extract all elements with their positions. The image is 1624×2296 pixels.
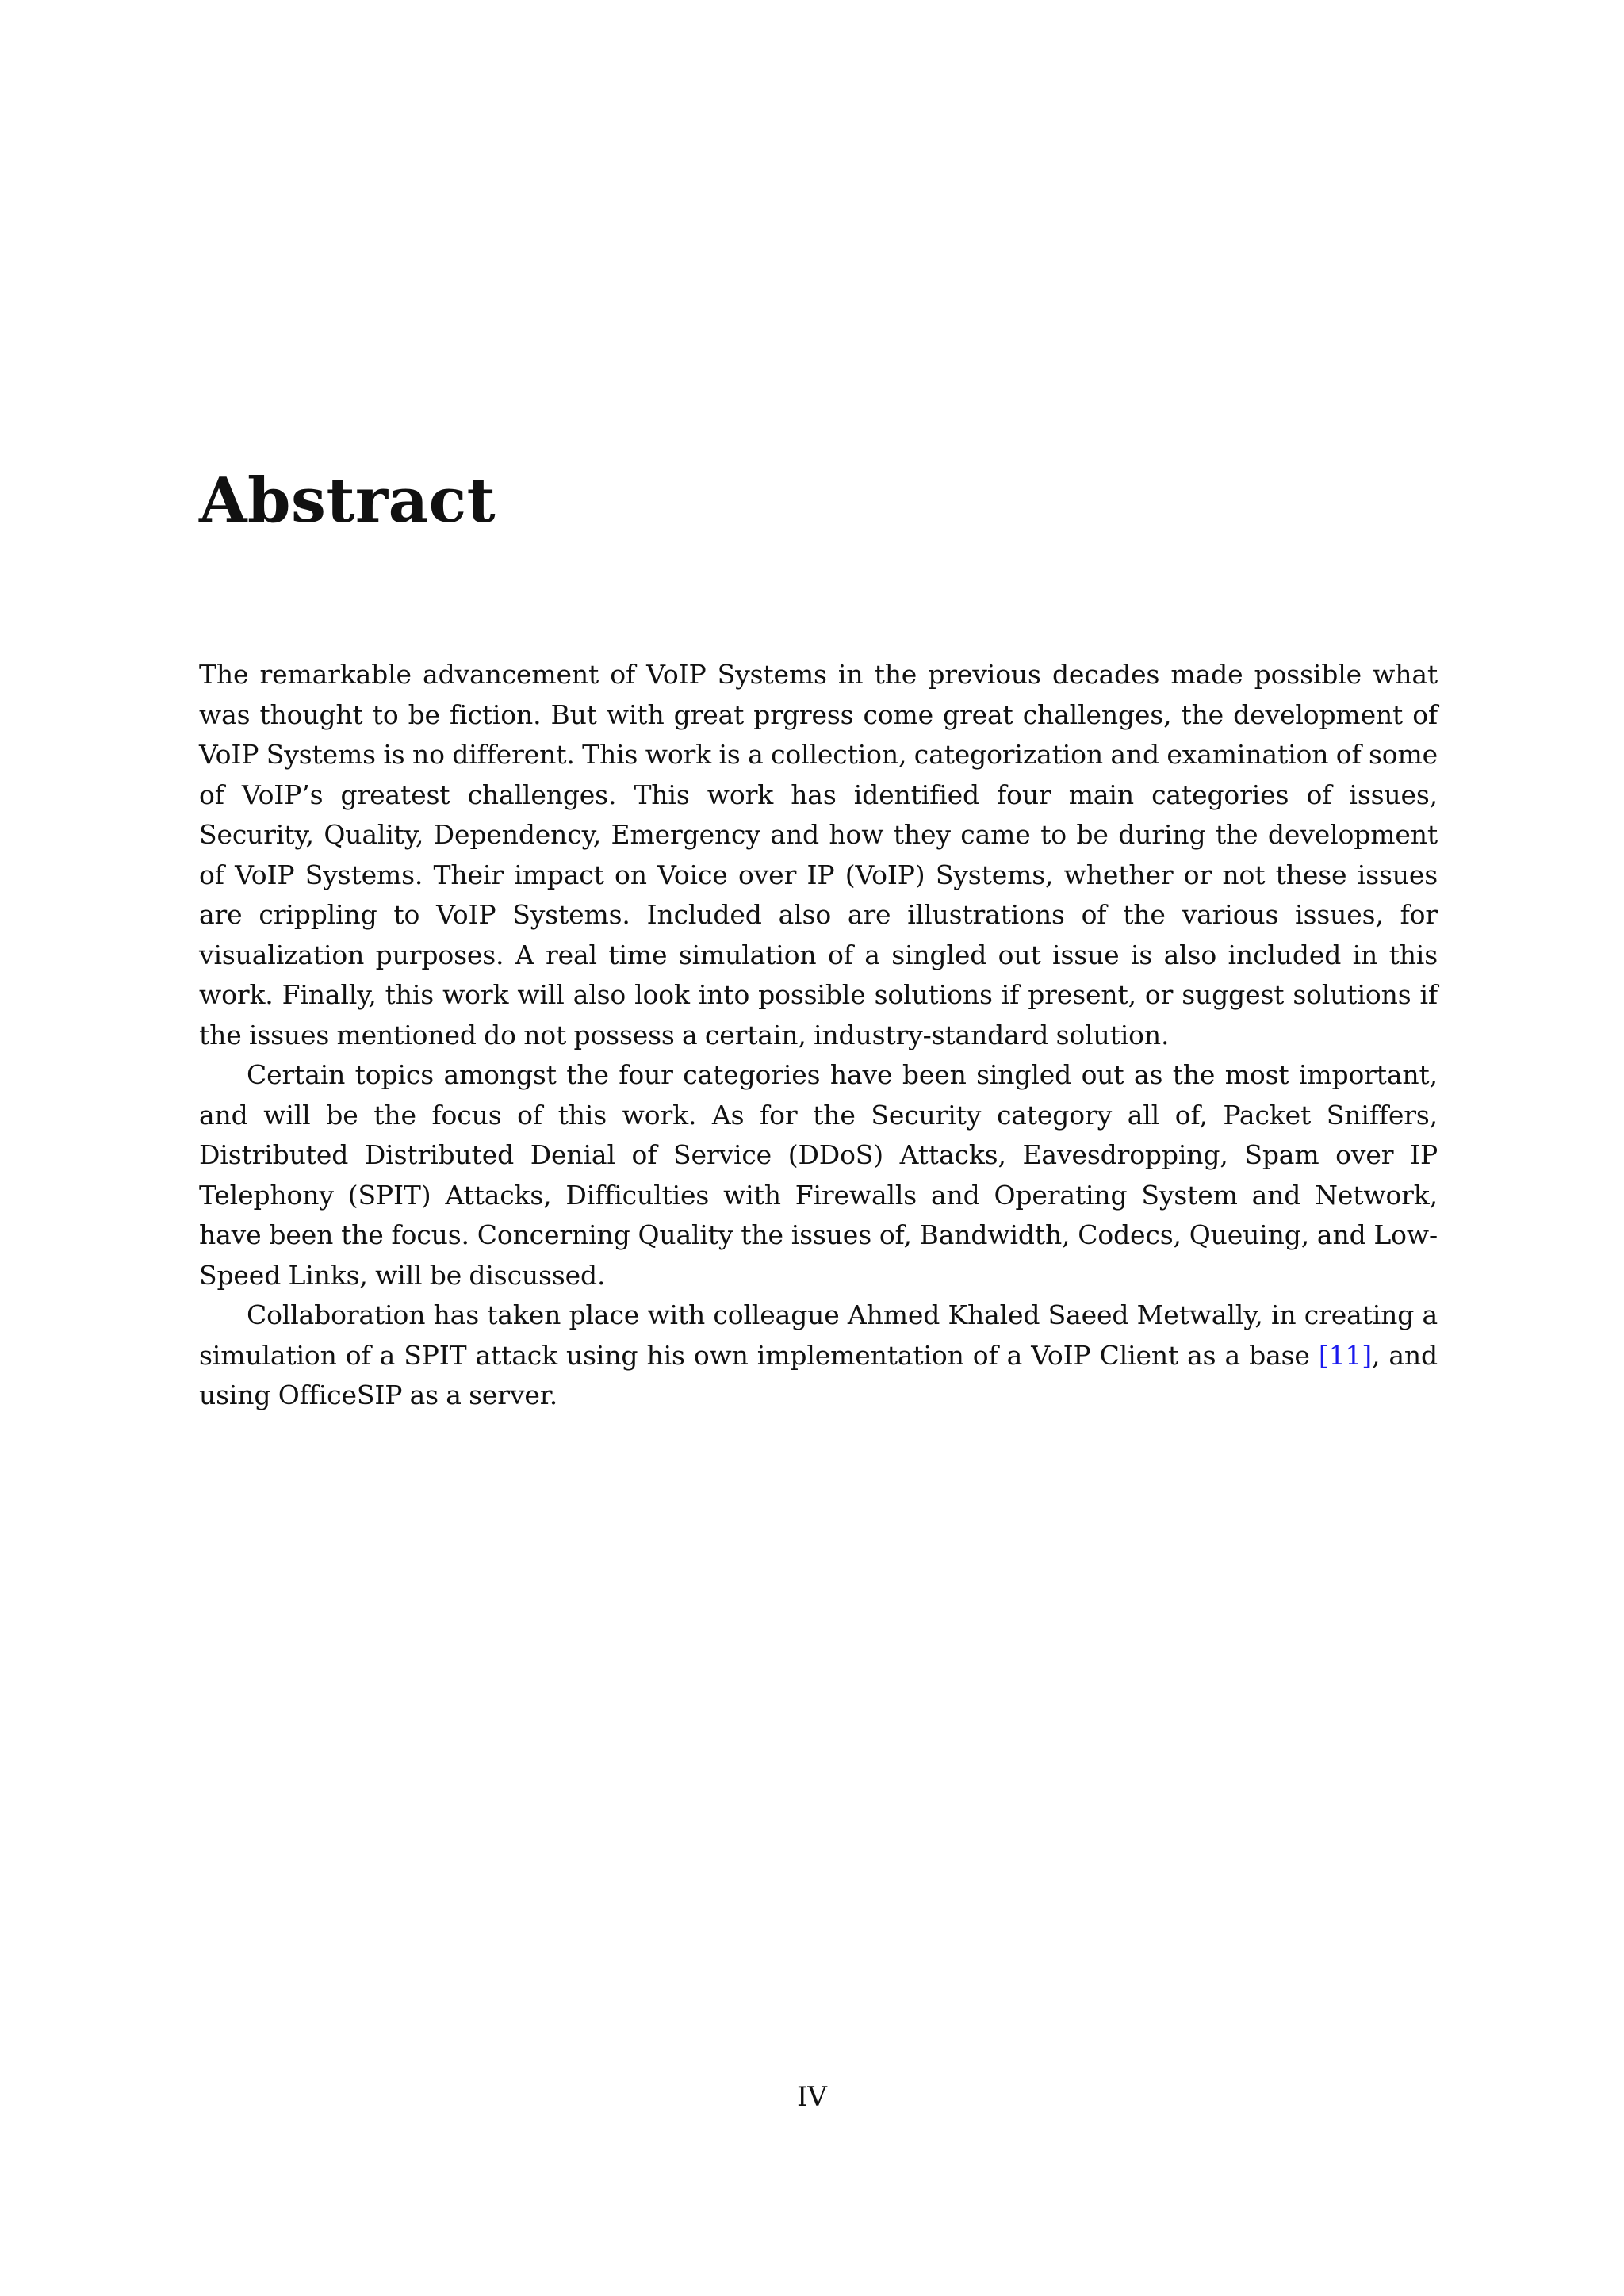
page-number: IV xyxy=(797,2081,827,2113)
abstract-paragraph-2: Certain topics amongst the four categories have been singled out as the most important, and will be the focus of this work. As for the Security category all of, Packet Sniffers, Distributed Distributed Denial of Service (DDoS) Attacks, Eavesdropping, Spam over IP Telephony (SPIT) Attacks, Difficulties with Firewalls and Operating System and Network, have been the focus. Concerning Quality the issues of, Bandwidth, Codecs, Queuing, and Low-Speed Links, will be discussed. xyxy=(199,1059,1438,1291)
abstract-body xyxy=(199,655,1438,1416)
chapter-title: Abstract xyxy=(199,465,496,537)
citation-link[interactable]: [11] xyxy=(1318,1339,1372,1371)
abstract-paragraph-1: The remarkable advancement of VoIP Systems in the previous decades made possible what was thought to be fiction. But with great prgress come great challenges, the development of VoIP Systems is no different. This work is a collection, categorization and examination of some of VoIP’s greatest challenges. This work has identified four main categories of issues, Security, Quality, Dependency, Emergency and how they came to be during the development of VoIP Systems. Their impact on Voice over IP (VoIP) Systems, whether or not these issues are crippling to VoIP Systems. Included also are illustrations of the various issues, for visualization purposes. A real time simulation of a singled out issue is also included in this work. Finally, this work will also look into possible solutions if present, or suggest solutions if the issues mentioned do not possess a certain, industry-standard solution. xyxy=(199,659,1438,1050)
paragraph-3-text-end: , and using OfficeSIP as a server. xyxy=(199,1339,1438,1410)
abstract-paragraph-3 xyxy=(199,1295,1438,1416)
paragraph-3-text-start: Collaboration has taken place with colleague Ahmed Khaled Saeed Metwally, in creating a simulation of a SPIT attack using his own implementation of a VoIP Client as a base xyxy=(199,1299,1438,1371)
